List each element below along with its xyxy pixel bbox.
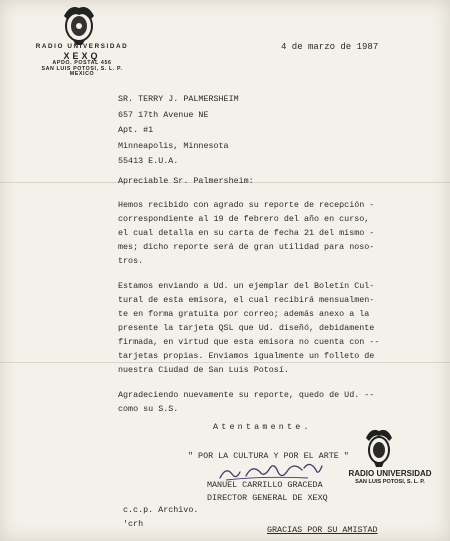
signer-name: MANUEL CARRILLO GRACEDA — [207, 480, 323, 490]
po-box: APDO. POSTAL 456 — [52, 60, 112, 67]
paragraph-3: Agradeciendo nuevamente su reporte, quedo de Ud. -- como su S.S. — [118, 390, 375, 414]
stamp-seal-icon — [362, 426, 396, 468]
signer-title: DIRECTOR GENERAL DE XEXQ — [207, 493, 328, 503]
station-country: MEXICO — [69, 71, 95, 78]
station-city: SAN LUIS POTOSI, S. L. P. — [41, 65, 123, 72]
closing: Atentamente. — [213, 422, 312, 432]
cc-line-1: c.c.p. Archivo. — [123, 505, 199, 515]
signer-block — [207, 479, 328, 505]
university-seal-icon — [58, 2, 100, 46]
cc-line-2: 'crh — [123, 519, 144, 529]
call-sign: XEXQ — [63, 50, 101, 61]
motto: " POR LA CULTURA Y POR EL ARTE " — [188, 451, 349, 461]
recipient-street: 657 17th Avenue NE — [118, 109, 209, 120]
recipient-zip: 55413 E.U.A. — [118, 156, 179, 166]
letterhead — [22, 44, 142, 78]
paragraph-1: Hemos recibido con agrado su reporte de recepción - correspondiente al 19 de febrero del año en curso, el cual detalla en su carta de fecha 21 del mismo - mes; dicho reporte será de gran utilidad para noso- tros. — [118, 200, 375, 266]
recipient-name: SR. TERRY J. PALMERSHEIM — [118, 94, 239, 104]
carbon-copy — [123, 503, 198, 531]
recipient-address — [118, 92, 239, 170]
stamp-city: SAN LUIS POTOSI, S. L. P. — [355, 478, 425, 485]
paragraph-2: Estamos enviando a Ud. un ejemplar del Boletín Cul- tural de esta emisora, el cual recibirá mensualmen- te en forma gratuita por correo; además anexo a la presente la tarjeta QSL que Ud. diseñó, debidamente firmada, en virtud que esta emisora no cuenta con -- tarjetas propias. Enviamos igualmente un folleto de nuestra Ciudad de San Luis Potosí. — [118, 281, 380, 375]
recipient-apt: Apt. #1 — [118, 125, 154, 135]
salutation: Apreciable Sr. Palmersheim: — [118, 176, 254, 186]
stamp-station-name: RADIO UNIVERSIDAD — [348, 469, 432, 478]
station-name: RADIO UNIVERSIDAD — [35, 43, 129, 50]
recipient-city: Minneapolis, Minnesota — [118, 140, 229, 151]
official-stamp — [340, 426, 440, 496]
letter-date: 4 de marzo de 1987 — [281, 42, 379, 52]
footer-thanks: GRACIAS POR SU AMISTAD — [267, 525, 378, 535]
